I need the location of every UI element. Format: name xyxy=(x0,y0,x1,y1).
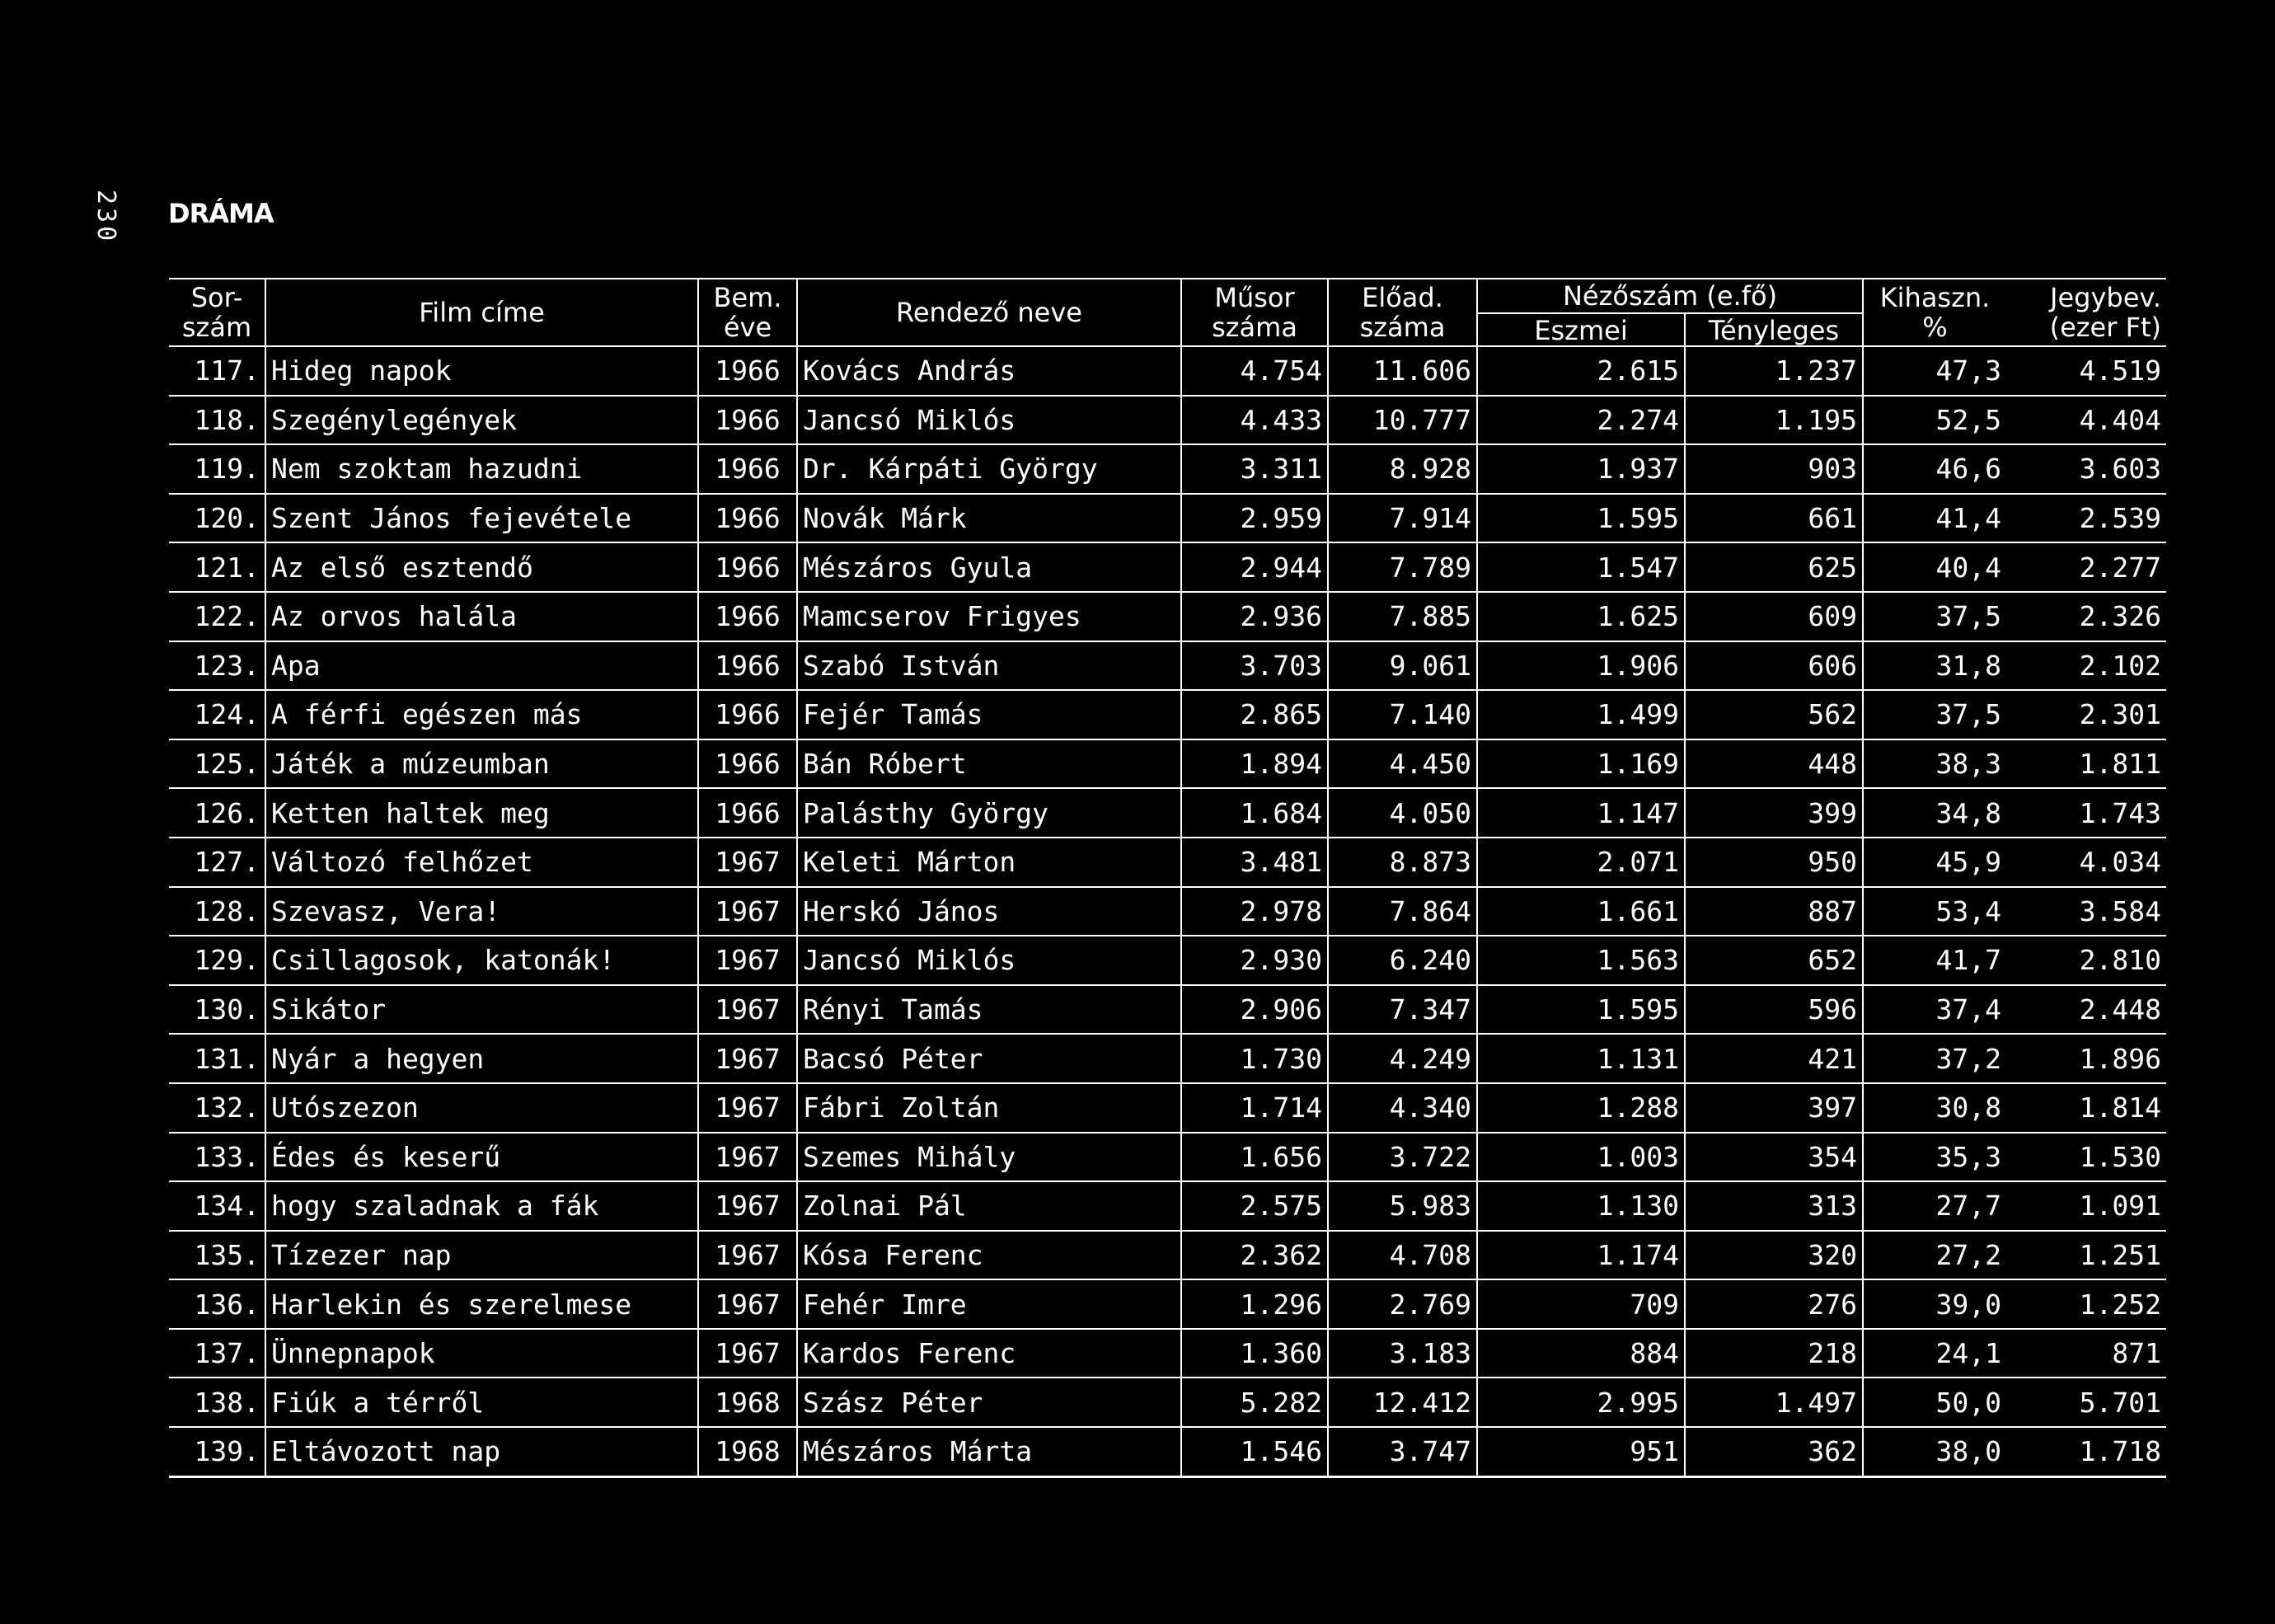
cell-year: 1966 xyxy=(698,641,797,691)
cell-row-number: 128. xyxy=(169,887,265,936)
cell-row-number: 124. xyxy=(169,690,265,739)
cell-utilization: 31,8 xyxy=(1863,641,2006,691)
cell-year: 1967 xyxy=(698,936,797,985)
cell-viewers-eszmei: 1.169 xyxy=(1477,739,1685,789)
cell-director: Palásthy György xyxy=(797,788,1181,838)
cell-program-count: 3.703 xyxy=(1181,641,1328,691)
cell-viewers-tenyleges: 313 xyxy=(1685,1181,1863,1231)
cell-director: Keleti Márton xyxy=(797,838,1181,887)
cell-year: 1967 xyxy=(698,1083,797,1133)
table-body xyxy=(169,346,2166,1476)
cell-director: Fejér Tamás xyxy=(797,690,1181,739)
cell-ticket-revenue: 4.404 xyxy=(2006,396,2166,445)
cell-program-count: 1.360 xyxy=(1181,1329,1328,1378)
cell-program-count: 2.865 xyxy=(1181,690,1328,739)
cell-ticket-revenue: 1.091 xyxy=(2006,1181,2166,1231)
cell-ticket-revenue: 1.896 xyxy=(2006,1034,2166,1083)
cell-screenings: 3.183 xyxy=(1328,1329,1477,1378)
header-eszmei: Eszmei xyxy=(1477,313,1685,346)
cell-year: 1967 xyxy=(698,1181,797,1231)
cell-ticket-revenue: 4.519 xyxy=(2006,346,2166,396)
cell-screenings: 3.747 xyxy=(1328,1427,1477,1476)
cell-film-title: Szegénylegények xyxy=(265,396,698,445)
cell-row-number: 132. xyxy=(169,1083,265,1133)
cell-screenings: 10.777 xyxy=(1328,396,1477,445)
cell-screenings: 7.914 xyxy=(1328,494,1477,543)
cell-utilization: 45,9 xyxy=(1863,838,2006,887)
cell-row-number: 118. xyxy=(169,396,265,445)
cell-director: Fehér Imre xyxy=(797,1279,1181,1329)
cell-utilization: 40,4 xyxy=(1863,542,2006,592)
cell-utilization: 37,4 xyxy=(1863,985,2006,1035)
cell-film-title: A férfi egészen más xyxy=(265,690,698,739)
cell-director: Novák Márk xyxy=(797,494,1181,543)
cell-film-title: Szent János fejevétele xyxy=(265,494,698,543)
cell-director: Mészáros Márta xyxy=(797,1427,1181,1476)
table-row xyxy=(169,1279,2166,1329)
cell-ticket-revenue: 1.252 xyxy=(2006,1279,2166,1329)
cell-year: 1968 xyxy=(698,1378,797,1427)
cell-year: 1967 xyxy=(698,1034,797,1083)
header-utilization: Kihaszn. % xyxy=(1863,279,2006,346)
cell-utilization: 53,4 xyxy=(1863,887,2006,936)
table-row xyxy=(169,788,2166,838)
cell-program-count: 2.930 xyxy=(1181,936,1328,985)
cell-program-count: 3.481 xyxy=(1181,838,1328,887)
cell-director: Rényi Tamás xyxy=(797,985,1181,1035)
cell-viewers-tenyleges: 1.237 xyxy=(1685,346,1863,396)
cell-ticket-revenue: 3.584 xyxy=(2006,887,2166,936)
cell-film-title: hogy szaladnak a fák xyxy=(265,1181,698,1231)
cell-utilization: 50,0 xyxy=(1863,1378,2006,1427)
header-screenings: Előad. száma xyxy=(1328,279,1477,346)
cell-viewers-tenyleges: 625 xyxy=(1685,542,1863,592)
table-row xyxy=(169,1133,2166,1182)
cell-year: 1966 xyxy=(698,346,797,396)
cell-utilization: 52,5 xyxy=(1863,396,2006,445)
cell-utilization: 27,7 xyxy=(1863,1181,2006,1231)
cell-viewers-eszmei: 2.995 xyxy=(1477,1378,1685,1427)
cell-director: Kardos Ferenc xyxy=(797,1329,1181,1378)
cell-row-number: 133. xyxy=(169,1133,265,1182)
cell-row-number: 139. xyxy=(169,1427,265,1476)
cell-film-title: Az első esztendő xyxy=(265,542,698,592)
cell-program-count: 2.978 xyxy=(1181,887,1328,936)
cell-viewers-tenyleges: 218 xyxy=(1685,1329,1863,1378)
cell-screenings: 7.789 xyxy=(1328,542,1477,592)
table-row xyxy=(169,985,2166,1035)
cell-viewers-tenyleges: 397 xyxy=(1685,1083,1863,1133)
cell-director: Fábri Zoltán xyxy=(797,1083,1181,1133)
cell-row-number: 127. xyxy=(169,838,265,887)
cell-row-number: 119. xyxy=(169,444,265,494)
cell-film-title: Szevasz, Vera! xyxy=(265,887,698,936)
cell-ticket-revenue: 2.301 xyxy=(2006,690,2166,739)
section-title: DRÁMA xyxy=(168,198,274,229)
cell-film-title: Ünnepnapok xyxy=(265,1329,698,1378)
cell-viewers-eszmei: 2.071 xyxy=(1477,838,1685,887)
cell-film-title: Édes és keserű xyxy=(265,1133,698,1182)
cell-row-number: 125. xyxy=(169,739,265,789)
cell-viewers-eszmei: 1.625 xyxy=(1477,592,1685,641)
table-row xyxy=(169,1378,2166,1427)
header-tenyleges: Tényleges xyxy=(1685,313,1863,346)
cell-year: 1966 xyxy=(698,494,797,543)
header-sorszam: Sor- szám xyxy=(169,279,265,346)
cell-viewers-tenyleges: 950 xyxy=(1685,838,1863,887)
cell-film-title: Harlekin és szerelmese xyxy=(265,1279,698,1329)
cell-row-number: 135. xyxy=(169,1231,265,1280)
table-row xyxy=(169,838,2166,887)
cell-viewers-eszmei: 2.615 xyxy=(1477,346,1685,396)
cell-screenings: 4.450 xyxy=(1328,739,1477,789)
header-film-title: Film címe xyxy=(265,279,698,346)
cell-viewers-eszmei: 884 xyxy=(1477,1329,1685,1378)
cell-ticket-revenue: 5.701 xyxy=(2006,1378,2166,1427)
cell-row-number: 130. xyxy=(169,985,265,1035)
cell-screenings: 7.140 xyxy=(1328,690,1477,739)
cell-ticket-revenue: 2.448 xyxy=(2006,985,2166,1035)
cell-utilization: 38,0 xyxy=(1863,1427,2006,1476)
cell-row-number: 129. xyxy=(169,936,265,985)
header-year: Bem. éve xyxy=(698,279,797,346)
cell-program-count: 1.894 xyxy=(1181,739,1328,789)
cell-viewers-tenyleges: 609 xyxy=(1685,592,1863,641)
cell-row-number: 121. xyxy=(169,542,265,592)
cell-row-number: 138. xyxy=(169,1378,265,1427)
cell-year: 1966 xyxy=(698,592,797,641)
cell-ticket-revenue: 1.814 xyxy=(2006,1083,2166,1133)
cell-year: 1967 xyxy=(698,887,797,936)
cell-screenings: 3.722 xyxy=(1328,1133,1477,1182)
cell-viewers-tenyleges: 652 xyxy=(1685,936,1863,985)
table-row xyxy=(169,542,2166,592)
cell-row-number: 134. xyxy=(169,1181,265,1231)
table-row xyxy=(169,936,2166,985)
cell-viewers-tenyleges: 276 xyxy=(1685,1279,1863,1329)
cell-director: Szemes Mihály xyxy=(797,1133,1181,1182)
cell-director: Zolnai Pál xyxy=(797,1181,1181,1231)
cell-viewers-eszmei: 1.130 xyxy=(1477,1181,1685,1231)
cell-ticket-revenue: 1.718 xyxy=(2006,1427,2166,1476)
table-row xyxy=(169,1181,2166,1231)
cell-program-count: 1.730 xyxy=(1181,1034,1328,1083)
cell-viewers-tenyleges: 562 xyxy=(1685,690,1863,739)
cell-program-count: 1.714 xyxy=(1181,1083,1328,1133)
cell-director: Kósa Ferenc xyxy=(797,1231,1181,1280)
cell-viewers-tenyleges: 606 xyxy=(1685,641,1863,691)
table-row xyxy=(169,1083,2166,1133)
cell-utilization: 34,8 xyxy=(1863,788,2006,838)
cell-utilization: 24,1 xyxy=(1863,1329,2006,1378)
cell-screenings: 4.340 xyxy=(1328,1083,1477,1133)
cell-row-number: 131. xyxy=(169,1034,265,1083)
cell-row-number: 123. xyxy=(169,641,265,691)
table-row xyxy=(169,1427,2166,1476)
cell-utilization: 39,0 xyxy=(1863,1279,2006,1329)
cell-film-title: Az orvos halála xyxy=(265,592,698,641)
cell-utilization: 41,7 xyxy=(1863,936,2006,985)
cell-viewers-eszmei: 1.174 xyxy=(1477,1231,1685,1280)
cell-program-count: 1.656 xyxy=(1181,1133,1328,1182)
cell-director: Bacsó Péter xyxy=(797,1034,1181,1083)
cell-film-title: Tízezer nap xyxy=(265,1231,698,1280)
cell-ticket-revenue: 3.603 xyxy=(2006,444,2166,494)
cell-program-count: 5.282 xyxy=(1181,1378,1328,1427)
cell-viewers-tenyleges: 596 xyxy=(1685,985,1863,1035)
cell-screenings: 7.864 xyxy=(1328,887,1477,936)
cell-program-count: 3.311 xyxy=(1181,444,1328,494)
cell-viewers-eszmei: 951 xyxy=(1477,1427,1685,1476)
table-row xyxy=(169,887,2166,936)
cell-year: 1966 xyxy=(698,788,797,838)
cell-viewers-eszmei: 1.937 xyxy=(1477,444,1685,494)
cell-viewers-tenyleges: 903 xyxy=(1685,444,1863,494)
cell-program-count: 2.362 xyxy=(1181,1231,1328,1280)
cell-screenings: 4.050 xyxy=(1328,788,1477,838)
cell-row-number: 137. xyxy=(169,1329,265,1378)
cell-utilization: 37,5 xyxy=(1863,690,2006,739)
cell-ticket-revenue: 2.102 xyxy=(2006,641,2166,691)
cell-program-count: 4.433 xyxy=(1181,396,1328,445)
table-header xyxy=(169,279,2166,346)
cell-viewers-eszmei: 1.547 xyxy=(1477,542,1685,592)
cell-viewers-tenyleges: 1.195 xyxy=(1685,396,1863,445)
cell-viewers-eszmei: 2.274 xyxy=(1477,396,1685,445)
cell-ticket-revenue: 1.530 xyxy=(2006,1133,2166,1182)
cell-program-count: 2.936 xyxy=(1181,592,1328,641)
cell-screenings: 7.347 xyxy=(1328,985,1477,1035)
cell-viewers-eszmei: 1.131 xyxy=(1477,1034,1685,1083)
table-row xyxy=(169,641,2166,691)
cell-screenings: 11.606 xyxy=(1328,346,1477,396)
page-number: 230 xyxy=(91,190,120,245)
cell-viewers-eszmei: 709 xyxy=(1477,1279,1685,1329)
cell-director: Mamcserov Frigyes xyxy=(797,592,1181,641)
cell-film-title: Utószezon xyxy=(265,1083,698,1133)
header-director: Rendező neve xyxy=(797,279,1181,346)
cell-director: Mészáros Gyula xyxy=(797,542,1181,592)
cell-director: Jancsó Miklós xyxy=(797,396,1181,445)
header-ticket-revenue: Jegybev. (ezer Ft) xyxy=(2006,279,2166,346)
cell-viewers-eszmei: 1.595 xyxy=(1477,985,1685,1035)
cell-viewers-tenyleges: 399 xyxy=(1685,788,1863,838)
cell-screenings: 8.873 xyxy=(1328,838,1477,887)
cell-viewers-tenyleges: 661 xyxy=(1685,494,1863,543)
cell-year: 1967 xyxy=(698,1329,797,1378)
cell-film-title: Változó felhőzet xyxy=(265,838,698,887)
cell-viewers-eszmei: 1.288 xyxy=(1477,1083,1685,1133)
table-row xyxy=(169,592,2166,641)
table-row xyxy=(169,1329,2166,1378)
cell-viewers-eszmei: 1.595 xyxy=(1477,494,1685,543)
cell-utilization: 38,3 xyxy=(1863,739,2006,789)
cell-director: Kovács András xyxy=(797,346,1181,396)
cell-director: Szabó István xyxy=(797,641,1181,691)
cell-director: Szász Péter xyxy=(797,1378,1181,1427)
cell-viewers-eszmei: 1.563 xyxy=(1477,936,1685,985)
cell-row-number: 126. xyxy=(169,788,265,838)
cell-program-count: 1.546 xyxy=(1181,1427,1328,1476)
cell-year: 1968 xyxy=(698,1427,797,1476)
cell-director: Dr. Kárpáti György xyxy=(797,444,1181,494)
cell-year: 1966 xyxy=(698,690,797,739)
header-viewers: Nézőszám (e.fő) xyxy=(1477,279,1863,313)
table-row xyxy=(169,444,2166,494)
cell-program-count: 1.684 xyxy=(1181,788,1328,838)
film-statistics-table xyxy=(169,278,2166,1478)
cell-ticket-revenue: 4.034 xyxy=(2006,838,2166,887)
cell-utilization: 47,3 xyxy=(1863,346,2006,396)
cell-year: 1967 xyxy=(698,1279,797,1329)
cell-utilization: 46,6 xyxy=(1863,444,2006,494)
cell-film-title: Csillagosok, katonák! xyxy=(265,936,698,985)
cell-viewers-tenyleges: 1.497 xyxy=(1685,1378,1863,1427)
cell-year: 1966 xyxy=(698,739,797,789)
cell-ticket-revenue: 871 xyxy=(2006,1329,2166,1378)
cell-director: Bán Róbert xyxy=(797,739,1181,789)
header-program-count: Műsor száma xyxy=(1181,279,1328,346)
cell-viewers-eszmei: 1.906 xyxy=(1477,641,1685,691)
cell-program-count: 4.754 xyxy=(1181,346,1328,396)
table-row xyxy=(169,396,2166,445)
cell-viewers-tenyleges: 362 xyxy=(1685,1427,1863,1476)
cell-film-title: Sikátor xyxy=(265,985,698,1035)
cell-film-title: Apa xyxy=(265,641,698,691)
cell-film-title: Nyár a hegyen xyxy=(265,1034,698,1083)
table-row xyxy=(169,494,2166,543)
cell-film-title: Fiúk a térről xyxy=(265,1378,698,1427)
table-row xyxy=(169,690,2166,739)
cell-ticket-revenue: 1.743 xyxy=(2006,788,2166,838)
cell-ticket-revenue: 2.539 xyxy=(2006,494,2166,543)
cell-program-count: 2.944 xyxy=(1181,542,1328,592)
cell-viewers-eszmei: 1.499 xyxy=(1477,690,1685,739)
cell-screenings: 12.412 xyxy=(1328,1378,1477,1427)
cell-screenings: 6.240 xyxy=(1328,936,1477,985)
cell-ticket-revenue: 1.811 xyxy=(2006,739,2166,789)
cell-year: 1966 xyxy=(698,396,797,445)
cell-utilization: 27,2 xyxy=(1863,1231,2006,1280)
cell-ticket-revenue: 2.810 xyxy=(2006,936,2166,985)
cell-utilization: 37,2 xyxy=(1863,1034,2006,1083)
cell-film-title: Ketten haltek meg xyxy=(265,788,698,838)
table-row xyxy=(169,1231,2166,1280)
cell-viewers-eszmei: 1.661 xyxy=(1477,887,1685,936)
cell-ticket-revenue: 1.251 xyxy=(2006,1231,2166,1280)
cell-screenings: 7.885 xyxy=(1328,592,1477,641)
table-row xyxy=(169,739,2166,789)
cell-year: 1966 xyxy=(698,542,797,592)
cell-viewers-tenyleges: 887 xyxy=(1685,887,1863,936)
cell-row-number: 122. xyxy=(169,592,265,641)
cell-director: Herskó János xyxy=(797,887,1181,936)
cell-director: Jancsó Miklós xyxy=(797,936,1181,985)
cell-year: 1967 xyxy=(698,985,797,1035)
table-row xyxy=(169,1034,2166,1083)
cell-utilization: 30,8 xyxy=(1863,1083,2006,1133)
cell-film-title: Hideg napok xyxy=(265,346,698,396)
cell-utilization: 41,4 xyxy=(1863,494,2006,543)
cell-year: 1966 xyxy=(698,444,797,494)
cell-ticket-revenue: 2.277 xyxy=(2006,542,2166,592)
cell-viewers-tenyleges: 354 xyxy=(1685,1133,1863,1182)
cell-film-title: Nem szoktam hazudni xyxy=(265,444,698,494)
cell-film-title: Játék a múzeumban xyxy=(265,739,698,789)
cell-screenings: 5.983 xyxy=(1328,1181,1477,1231)
cell-program-count: 2.906 xyxy=(1181,985,1328,1035)
cell-screenings: 4.708 xyxy=(1328,1231,1477,1280)
cell-program-count: 2.575 xyxy=(1181,1181,1328,1231)
cell-utilization: 37,5 xyxy=(1863,592,2006,641)
cell-year: 1967 xyxy=(698,838,797,887)
cell-viewers-tenyleges: 421 xyxy=(1685,1034,1863,1083)
cell-viewers-eszmei: 1.003 xyxy=(1477,1133,1685,1182)
cell-row-number: 117. xyxy=(169,346,265,396)
cell-screenings: 9.061 xyxy=(1328,641,1477,691)
cell-ticket-revenue: 2.326 xyxy=(2006,592,2166,641)
cell-row-number: 120. xyxy=(169,494,265,543)
cell-year: 1967 xyxy=(698,1231,797,1280)
cell-viewers-tenyleges: 320 xyxy=(1685,1231,1863,1280)
table-row xyxy=(169,346,2166,396)
cell-program-count: 1.296 xyxy=(1181,1279,1328,1329)
cell-screenings: 4.249 xyxy=(1328,1034,1477,1083)
cell-screenings: 8.928 xyxy=(1328,444,1477,494)
cell-year: 1967 xyxy=(698,1133,797,1182)
cell-screenings: 2.769 xyxy=(1328,1279,1477,1329)
cell-film-title: Eltávozott nap xyxy=(265,1427,698,1476)
cell-viewers-tenyleges: 448 xyxy=(1685,739,1863,789)
cell-row-number: 136. xyxy=(169,1279,265,1329)
cell-viewers-eszmei: 1.147 xyxy=(1477,788,1685,838)
cell-program-count: 2.959 xyxy=(1181,494,1328,543)
cell-utilization: 35,3 xyxy=(1863,1133,2006,1182)
